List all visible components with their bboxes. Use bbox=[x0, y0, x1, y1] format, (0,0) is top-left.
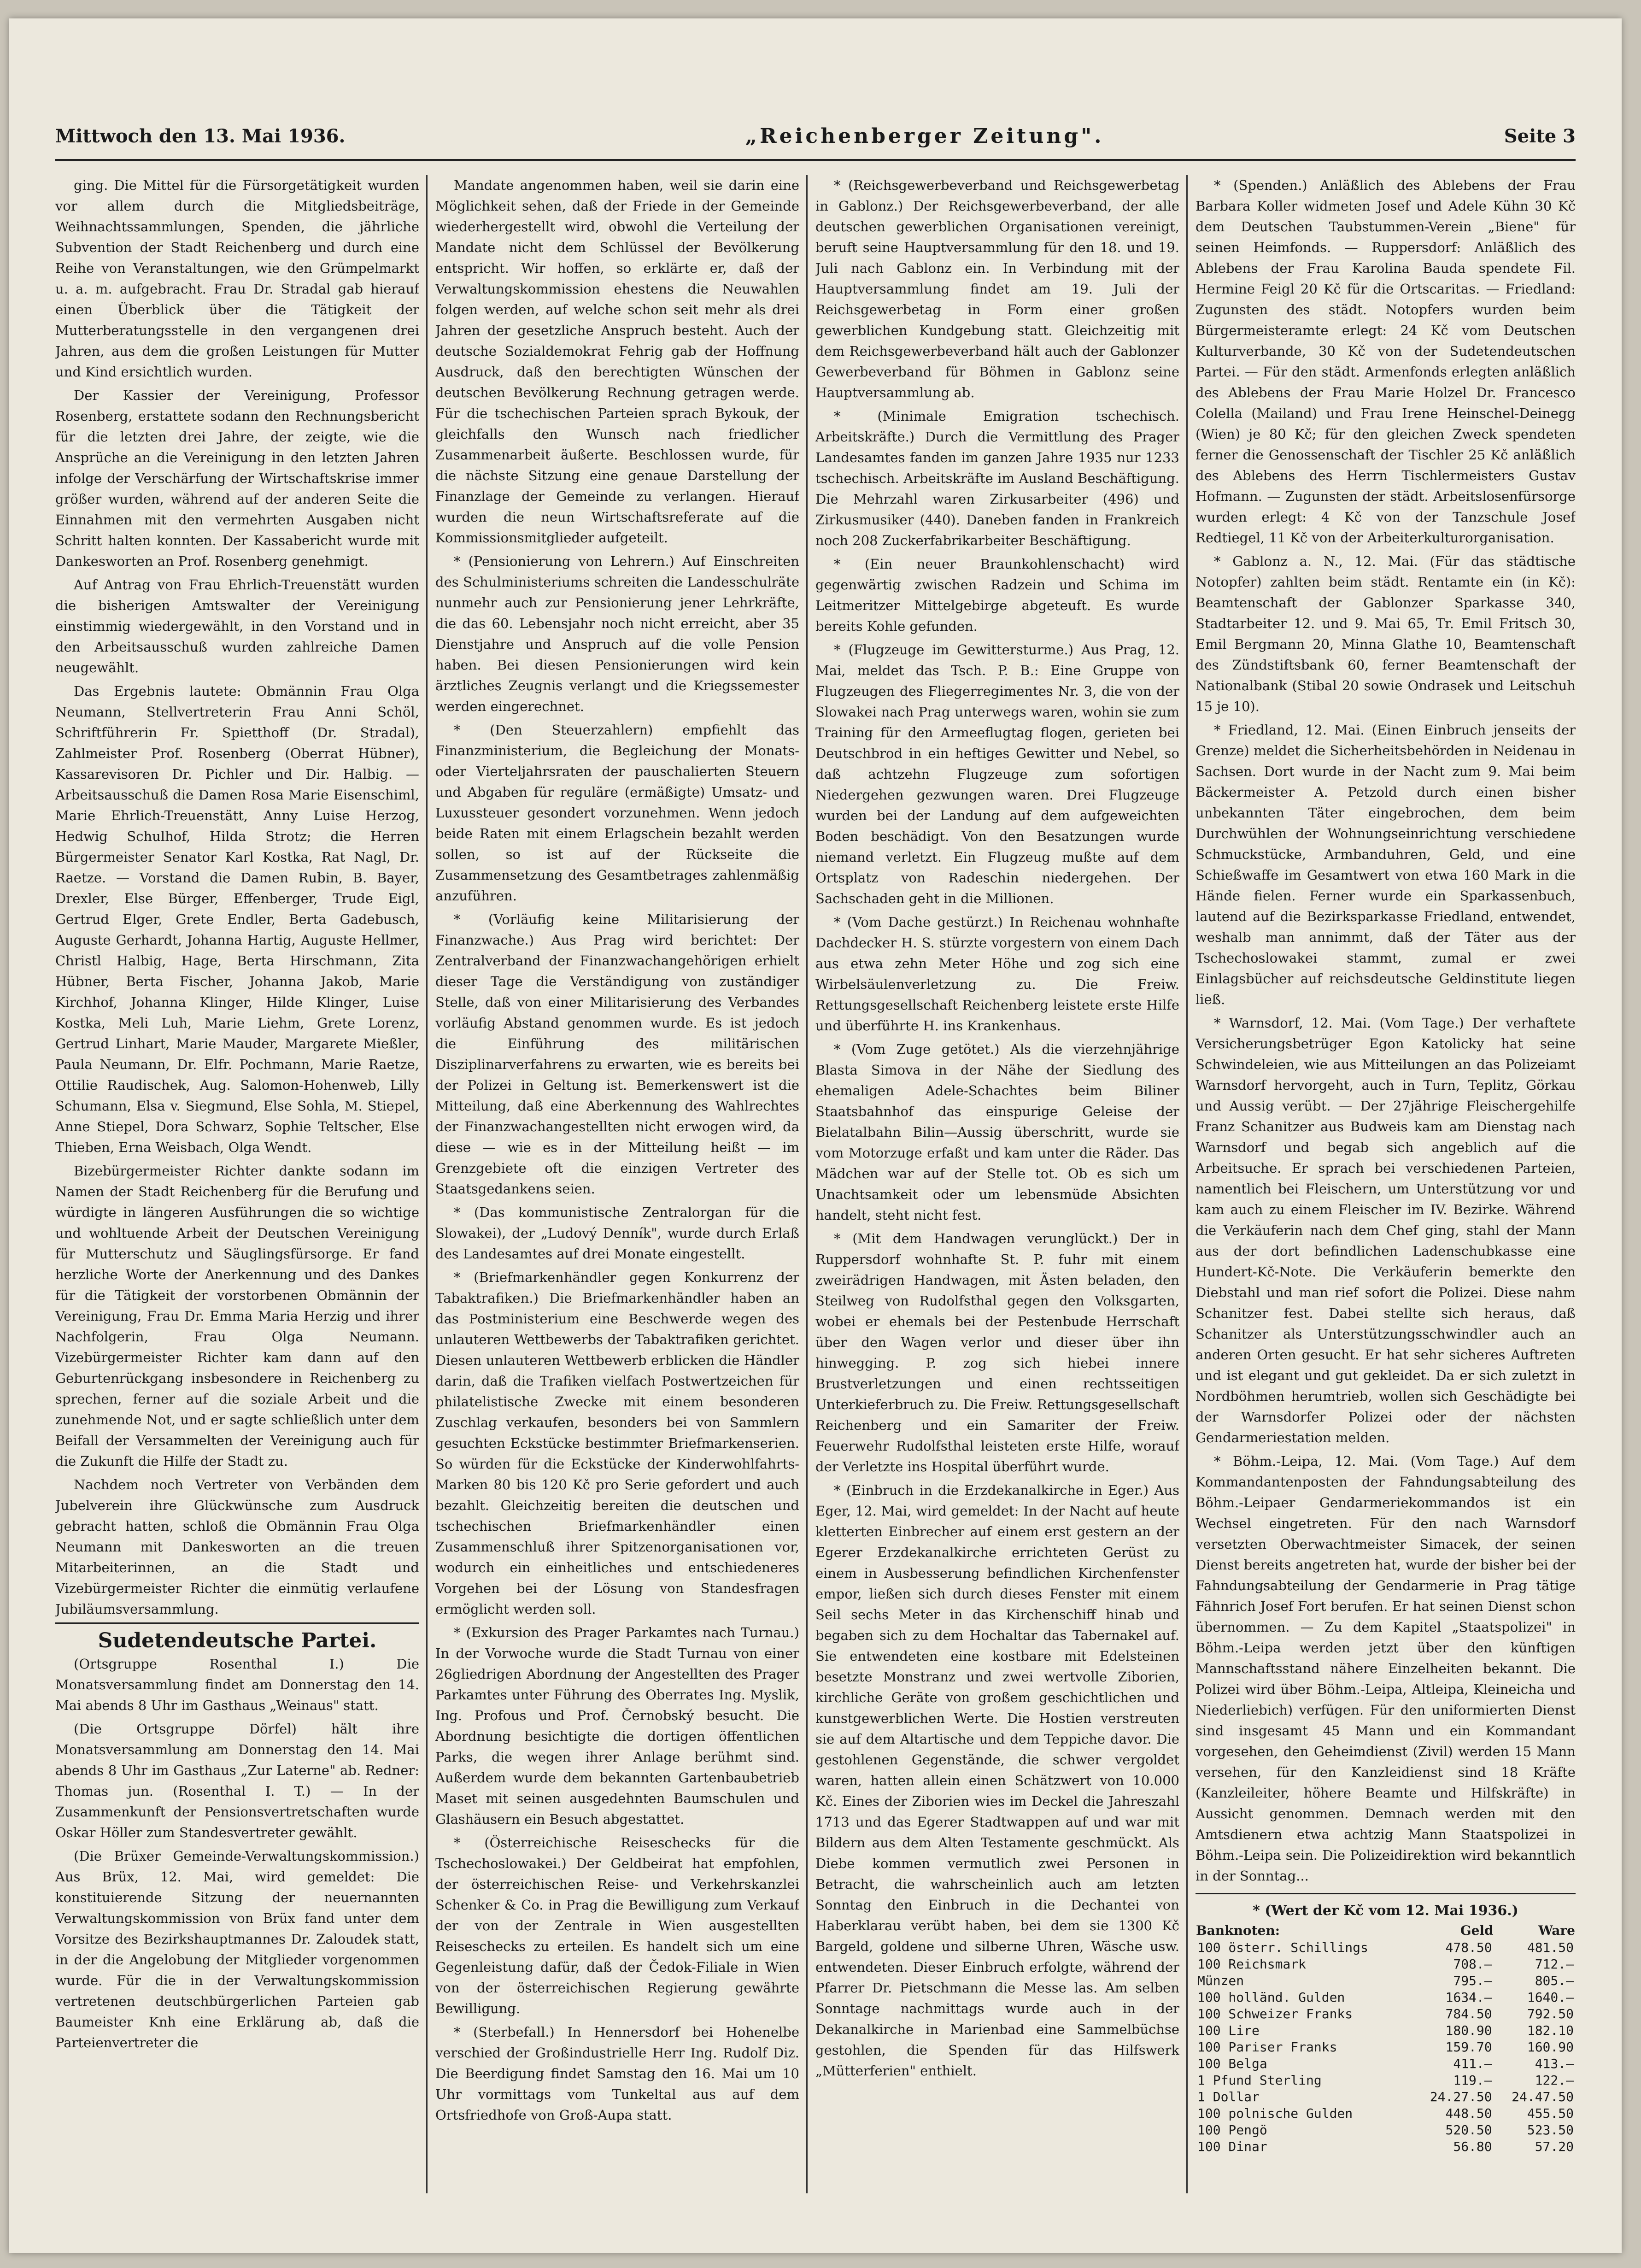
currency-name: 100 Schweizer Franks bbox=[1197, 2006, 1353, 2021]
column-header: Geld bbox=[1460, 1923, 1494, 1938]
article-paragraph: * (Vom Zuge getötet.) Als die vierzehnjährige Blasta Simova in der Nähe der Siedlung des ehemaligen Adele-Schachtes beim Biliner Staatsbahnhof das einspurige Geleise der Bielatalbahn Bilin—Aussig überschritt, wurde sie vom Motorzuge erfaßt und kam unter die Räder. Das Mädchen war auf der Stelle tot. Ob es sich um Unachtsamkeit oder um lebensmüde Absichten handelt, steht nicht fest. bbox=[815, 1041, 1179, 1223]
article-paragraph: * Friedland, 12. Mai. (Einen Einbruch jenseits der Grenze) meldet die Sicherheitsbehörden in Neidenau in Sachsen. Dort wurde in der Nacht zum 9. Mai beim Bäckermeister A. Petzold durch einen bisher unbekannten Täter eingebrochen, dem beim Durchwühlen der Wohnungseinrichtung verschiedene Schmuckstücke, Armbanduhren, Geld, und eine Schießwaffe im Gesamtwert von etwa 160 Mark in die Hände fielen. Ferner wurde ein Sparkassenbuch, lautend auf die Bezirksparkasse Friedland, entwendet, weshalb man annimmt, daß der Täter aus der Tschechoslowakei stammt, zumal er zwei Einlagsbücher auf reichsdeutsche Geldinstitute liegen ließ. bbox=[1196, 722, 1576, 1007]
currency-name: 100 Pariser Franks bbox=[1197, 2039, 1337, 2055]
page-header bbox=[55, 115, 1576, 157]
table-header-row bbox=[1196, 1922, 1576, 1939]
rate-geld: 119.— bbox=[1453, 2073, 1492, 2088]
header-date: Mittwoch den 13. Mai 1936. bbox=[55, 125, 346, 147]
article-paragraph: * (Den Steuerzahlern) empfiehlt das Finanzministerium, die Begleichung der Monats- oder Vierteljahrsraten der pauschalierten Steuern und Abgaben für reguläre (ermäßigte) Umsatz- und Luxussteuer gesondert vorzunehmen. Wenn jedoch beide Raten mit einem Erlagschein bezahlt werden sollen, so ist auf der Rückseite die Zusammensetzung des Gesamtbetrages zahlenmäßig anzuführen. bbox=[435, 722, 799, 904]
article-paragraph: Bizebürgermeister Richter dankte sodann im Namen der Stadt Reichenberg für die Berufung und würdigte in längeren Ausführungen die so wichtige und wohltuende Arbeit der Deutschen Vereinigung für Mutterschutz und Säuglingsfürsorge. Er fand herzliche Worte der Anerkennung und des Dankes für die Tätigkeit der vorstorbenen Obmännin der Vereinigung, Frau Dr. Emma Maria Herzig und ihrer Nachfolgerin, Frau Olga Neumann. Vizebürgermeister Richter kam dann auf den Geburtenrückgang insbesondere in Reichenberg zu sprechen, ferner auf die soziale Arbeit und die zunehmende Not, und er sagte schließlich unter dem Beifall der Versammelten der Vereinigung auch für die Zukunft die Hilfe der Stadt zu. bbox=[55, 1163, 419, 1469]
article-paragraph: * (Reichsgewerbeverband und Reichsgewerbetag in Gablonz.) Der Reichsgewerbeverband, der alle deutschen gewerblichen Organisationen vereinigt, beruft seine Hauptversammlung für den 18. und 19. Juli nach Gablonz ein. In Verbindung mit der Hauptversammlung findet am 19. Juli der Reichsgewerbetag in Form einer großen gewerblichen Kundgebung statt. Gleichzeitig mit dem Reichsgewerbeverband hält auch der Gablonzer Gewerbeverband für Böhmen in Gablonz seine Hauptversammlung ab. bbox=[815, 177, 1179, 400]
table-row bbox=[1196, 2022, 1576, 2039]
rate-geld: 708.— bbox=[1453, 1957, 1492, 1972]
rate-geld: 1634.— bbox=[1445, 1990, 1492, 2005]
page-number: Seite 3 bbox=[1504, 125, 1576, 147]
newspaper-page bbox=[9, 18, 1622, 2253]
article-paragraph: * Warnsdorf, 12. Mai. (Vom Tage.) Der verhaftete Versicherungsbetrüger Egon Katolicky hat seine Schwindeleien, wie aus Mitteilungen an das Polizeiamt Warnsdorf hervorgeht, auch in Turn, Teplitz, Görkau und Aussig verübt. — Der 27jährige Fleischergehilfe Franz Schanitzer aus Budweis kam am Dienstag nach Warnsdorf und begab sich angeblich auf die Arbeitsuche. Er sprach bei verschiedenen Parteien, namentlich bei Fleischern, um Unterstützung vor und kam auch zu einem Fleischer im IV. Bezirke. Während die Verkäuferin nach dem Chef ging, stahl der Mann aus der dort befindlichen Ladenschubkasse eine Hundert-Kč-Note. Die Verkäuferin bemerkte den Diebstahl und man rief sofort die Polizei. Diese nahm Schanitzer fest. Dabei stellte sich heraus, daß Schanitzer als Unterstützungsschwindler auch an anderen Orten gesucht. Er hat sehr sicheres Auftreten und ist elegant und gut gekleidet. Da er sich zuletzt in Nordböhmen herumtrieb, wollen sich Geschädigte bei der Warnsdorfer Polizei oder der nächsten Gendarmeriestation melden. bbox=[1196, 1015, 1576, 1445]
currency-name: 100 österr. Schillings bbox=[1197, 1940, 1368, 1955]
column-header: Banknoten: bbox=[1196, 1923, 1280, 1938]
table-row bbox=[1196, 2105, 1576, 2122]
article-paragraph: * (Vorläufig keine Militarisierung der Finanzwache.) Aus Prag wird berichtet: Der Zentralverband der Finanzwachangehörigen erhielt dieser Tage die Verständigung von zuständiger Stelle, daß von einer Militarisierung des Verbandes vorläufig Abstand genommen wurde. Es ist jedoch die Einführung des militärischen Disziplinarverfahrens zu erwarten, wie es bereits bei der Polizei in Geltung ist. Bemerkenswert ist die Mitteilung, daß eine Aberkennung des Wahlrechtes der Finanzwachangestellten nicht erwogen wird, da diese — wie es in der Mitteilung heißt — im Grenzgebiete oft die einzigen Vertreter des Staatsgedankens seien. bbox=[435, 911, 799, 1197]
article-paragraph: Der Kassier der Vereinigung, Professor Rosenberg, erstattete sodann den Rechnungsbericht für die letzten drei Jahre, der zeigte, wie die Ansprüche an die Vereinigung in den letzten Jahren infolge der Verschärfung der Wirtschaftskrise immer größer wurden, während auf der anderen Seite die Einnahmen mit den vermehrten Ausgaben nicht Schritt halten konnten. Der Kassabericht wurde mit Dankesworten an Prof. Rosenberg genehmigt. bbox=[55, 388, 419, 569]
currency-name: Münzen bbox=[1197, 1973, 1244, 1988]
article-paragraph: * (Exkursion des Prager Parkamtes nach Turnau.) In der Vorwoche wurde die Stadt Turnau von einer 26gliedrigen Abordnung der Angestellten des Prager Parkamtes unter Führung des Oberrates Ing. Myslik, Ing. Profous und Prof. Černobský besucht. Die Abordnung besichtigte die dortigen öffentlichen Parks, die wegen ihrer Anlage berühmt sind. Außerdem wurde dem bekannten Gartenbaubetrieb Maset mit seinen ausgedehnten Baumschulen und Glashäusern ein Besuch abgestattet. bbox=[435, 1625, 799, 1827]
article-paragraph: * (Mit dem Handwagen verunglückt.) Der in Ruppersdorf wohnhafte St. P. fuhr mit einem zweirädrigen Handwagen, mit Ästen beladen, den Steilweg von Rudolfsthal gegen den Volksgarten, wobei er ehemals bei der Pestenbude Herrschaft über den Wagen verlor und dieser über ihn hinwegging. P. zog sich hiebei innere Brustverletzungen und einen rechtsseitigen Unterkieferbruch zu. Die Freiw. Rettungsgesellschaft Reichenberg und ein Samariter der Freiw. Feuerwehr Rudolfsthal leisteten erste Hilfe, worauf der Verletzte ins Hospital überführt wurde. bbox=[815, 1231, 1179, 1475]
table-row bbox=[1196, 2122, 1576, 2139]
article-paragraph: * (Ein neuer Braunkohlenschacht) wird gegenwärtig zwischen Radzein und Schima im Leitmeritzer Mittelgebirge abgeteuft. Es wurde bereits Kohle gefunden. bbox=[815, 556, 1179, 634]
article-paragraph: Das Ergebnis lautete: Obmännin Frau Olga Neumann, Stellvertreterin Frau Anni Schöl, Schriftführerin Fr. Spietthoff (Dr. Stradal), Zahlmeister Prof. Rosenberg (Oberrat Hübner), Kassarevisoren Dr. Pichler und Dir. Halbig. — Arbeitsausschuß die Damen Rosa Marie Eisenschiml, Marie Ehrlich-Treuenstätt, Anny Luise Herzog, Hedwig Schulhof, Hilda Strotz; die Herren Bürgermeister Senator Karl Kostka, Rat Nagl, Dr. Raetze. — Vorstand die Damen Rubin, B. Bayer, Drexler, Else Bürger, Effenberger, Trude Eigl, Gertrud Elger, Grete Endler, Berta Gadebusch, Auguste Gerhardt, Johanna Hartig, Auguste Hellmer, Christl Halbig, Hage, Berta Hirschmann, Zita Hübner, Berta Fischer, Johanna Jakob, Marie Kirchhof, Johanna Klinger, Hilde Klinger, Luise Kostka, Meli Luh, Marie Liehm, Grete Lorenz, Gertrud Linhart, Marie Mauder, Margarete Mießler, Paula Neumann, Dr. Elfr. Pochmann, Marie Raetze, Ottilie Raudischek, Aug. Salomon-Hohenweb, Lilly Schumann, Elsa v. Siegmund, Else Sohla, M. Stiepel, Anne Stiepel, Dora Schwarz, Sophie Teltscher, Else Thieben, Erna Weisbach, Olga Wendt. bbox=[55, 683, 419, 1155]
column-header: Ware bbox=[1538, 1923, 1575, 1938]
article-paragraph: * (Pensionierung von Lehrern.) Auf Einschreiten des Schulministeriums schreiten die Landesschulräte nunmehr auch zur Pensionierung jener Lehrkräfte, die das 60. Lebensjahr noch nicht erreicht, aber 35 Dienstjahre und Anspruch auf die volle Pension haben. Bei diesen Pensionierungen wird kein ärztliches Zeugnis verlangt und die Kriegssemester werden eingerechnet. bbox=[435, 553, 799, 714]
currency-name: 100 Reichsmark bbox=[1197, 1957, 1307, 1972]
currency-name: 100 Pengö bbox=[1197, 2122, 1267, 2138]
rate-ware: 481.50 bbox=[1527, 1940, 1574, 1955]
table-row bbox=[1196, 2039, 1576, 2056]
rate-ware: 712.— bbox=[1535, 1957, 1574, 1972]
rate-ware: 455.50 bbox=[1527, 2106, 1574, 2121]
exchange-rates-box bbox=[1196, 1893, 1576, 2155]
table-row bbox=[1196, 2139, 1576, 2155]
rate-ware: 413.— bbox=[1535, 2056, 1574, 2071]
rate-geld: 180.90 bbox=[1445, 2023, 1492, 2038]
masthead-title: „Reichenberger Zeitung". bbox=[745, 124, 1104, 148]
column-3 bbox=[815, 175, 1179, 2193]
article-paragraph: Nachdem noch Vertreter von Verbänden dem Jubelverein ihre Glückwünsche zum Ausdruck gebracht hatten, schloß die Obmännin Frau Olga Neumann mit Dankesworten an die treuen Mitarbeiterinnen, an die Stadt und Vizebürgermeister Richter die einmütig verlaufene Jubiläumsversammlung. bbox=[55, 1477, 419, 1617]
column-divider bbox=[1186, 175, 1188, 2193]
rate-geld: 478.50 bbox=[1445, 1940, 1492, 1955]
article-paragraph: Auf Antrag von Frau Ehrlich-Treuenstätt wurden die bisherigen Amtswalter der Vereinigung einstimmig wiedergewählt, in den Vorstand und in den Arbeitsausschuß wurden zahlreiche Damen neugewählt. bbox=[55, 577, 419, 676]
table-row bbox=[1196, 1973, 1576, 1989]
rate-geld: 56.80 bbox=[1453, 2139, 1492, 2154]
currency-name: 100 Belga bbox=[1197, 2056, 1267, 2071]
article-paragraph: * (Briefmarkenhändler gegen Konkurrenz der Tabaktrafiken.) Die Briefmarkenhändler haben an das Postministerium eine Beschwerde wegen des unlauteren Wettbewerbs der Tabaktrafiken gerichtet. Diesen unlauteren Wettbewerb erblicken die Händler darin, daß die Trafiken vielfach Postwertzeichen für philatelistische Zwecke mit einem besonderen Zuschlag verkaufen, besonders bei von Sammlern gesuchten Eckstücke bestimmter Briefmarkenserien. So würden für die Eckstücke der Kinderwohlfahrts-Marken 80 bis 120 Kč pro Serie gefordert und auch bezahlt. Gleichzeitig bereiten die deutschen und tschechischen Briefmarkenhändler einen Zusammenschluß ihrer Spitzenorganisationen vor, wodurch ein einheitliches und entschiedeneres Vorgehen bei der Lösung von Standesfragen ermöglicht werden soll. bbox=[435, 1269, 799, 1617]
exchange-rates-table bbox=[1196, 1903, 1576, 2155]
table-row bbox=[1196, 2072, 1576, 2089]
article-paragraph: * (Vom Dache gestürzt.) In Reichenau wohnhafte Dachdecker H. S. stürzte vorgestern von einem Dach aus etwa zehn Meter Höhe und zog sich eine Wirbelsäulenverletzung zu. Die Freiw. Rettungsgesellschaft Reichenberg leistete erste Hilfe und überführte H. ins Krankenhaus. bbox=[815, 914, 1179, 1034]
rate-geld: 411.— bbox=[1453, 2056, 1492, 2071]
currency-name: 100 Lire bbox=[1197, 2023, 1260, 2038]
article-paragraph: * (Sterbefall.) In Hennersdorf bei Hohenelbe verschied der Großindustrielle Herr Ing. Rudolf Diz. Die Beerdigung findet Samstag den 16. Mai um 10 Uhr vormittags vom Tunkeltal aus auf dem Ortsfriedhofe von Groß-Aupa statt. bbox=[435, 2024, 799, 2123]
currency-name: 100 polnische Gulden bbox=[1197, 2106, 1353, 2121]
article-paragraph: (Ortsgruppe Rosenthal I.) Die Monatsversammlung findet am Donnerstag den 14. Mai abends 8 Uhr im Gasthaus „Weinaus" statt. bbox=[55, 1656, 419, 1713]
currency-name: 100 holländ. Gulden bbox=[1197, 1990, 1345, 2005]
table-row bbox=[1196, 1989, 1576, 2006]
article-paragraph: * Gablonz a. N., 12. Mai. (Für das städtische Notopfer) zahlten beim städt. Rentamte ein (in Kč): Beamtenschaft der Gablonzer Sparkasse 340, Stadtarbeiter 12. und 9. Mai 65, Tr. Emil Fritsch 30, Emil Bergmann 20, Minna Glathe 10, Beamtenschaft des Zündstiftsbank 60, ferner Beamtenschaft der Nationalbank (Stibal 20 sowie Ondrasek und Leitschuh 15 je 10). bbox=[1196, 553, 1576, 714]
article-paragraph: * Böhm.-Leipa, 12. Mai. (Vom Tage.) Auf dem Kommandantenposten der Fahndungsabteilung des Böhm.-Leipaer Gendarmeriekommandos ist ein Wechsel eingetreten. Für den nach Warnsdorf versetzten Oberwachtmeister Simacek, der seinen Dienst bereits angetreten hat, wurde der bisher bei der Fahndungsabteilung der Gendarmerie in Prag tätige Fähnrich Josef Fort berufen. Er hat seinen Dienst schon übernommen. — Zu dem Kapitel „Staatspolizei" in Böhm.-Leipa werden jetzt über den künftigen Mannschaftsstand nähere Einzelheiten bekannt. Die Polizei wird über Böhm.-Leipa, Altleipa, Kleineicha und Niederliebich) verfügen. Für den uniformierten Dienst sind insgesamt 45 Mann und ein Kommandant vorgesehen, den Geheimdienst (Zivil) werden 15 Mann versehen, für den Kanzleidienst sind 18 Kräfte (Kanzleileiter, höhere Beamte und Hilfskräfte) in Aussicht genommen. Demnach werden mit den Amtsdienern etwa achtzig Mann Staatspolizei in Böhm.-Leipa sein. Die Polizeidirektion wird bekanntlich in der Sonntag... bbox=[1196, 1453, 1576, 1884]
article-paragraph: * (Österreichische Reiseschecks für die Tschechoslowakei.) Der Geldbeirat hat empfohlen, der österreichischen Reise- und Verkehrskanzlei Schenker & Co. in Prag die Bewilligung zum Verkauf der von der Zentrale in Wien ausgestellten Reiseschecks zu erteilen. Es handelt sich um eine Gegenleistung dafür, daß der Čedok-Filiale in Wien von der österreichischen Regierung gewährte Bewilligung. bbox=[435, 1835, 799, 2016]
column-1 bbox=[55, 175, 419, 2193]
exchange-rates-title: * (Wert der Kč vom 12. Mai 1936.) bbox=[1253, 1903, 1518, 1919]
table-row bbox=[1196, 2056, 1576, 2072]
table-row bbox=[1196, 2089, 1576, 2105]
article-paragraph: (Die Ortsgruppe Dörfel) hält ihre Monatsversammlung am Donnerstag den 14. Mai abends 8 Uhr im Gasthaus „Zur Laterne" ab. Redner: Thomas jun. (Rosenthal I. T.) — In der Zusammenkunft der Pensionsvertretschaften wurde Oskar Höller zum Standesvertreter gewählt. bbox=[55, 1721, 419, 1840]
table-row bbox=[1196, 1956, 1576, 1973]
column-4 bbox=[1196, 175, 1576, 2193]
currency-name: 100 Dinar bbox=[1197, 2139, 1267, 2154]
rate-geld: 159.70 bbox=[1445, 2039, 1492, 2055]
rate-ware: 182.10 bbox=[1527, 2023, 1574, 2038]
article-paragraph: * (Spenden.) Anläßlich des Ablebens der Frau Barbara Koller widmeten Josef und Adele Kühn 30 Kč dem Deutschen Taubstummen-Verein „Biene" für seinen Heimfonds. — Ruppersdorf: Anläßlich des Ablebens der Frau Karolina Bauda spendete Fil. Hermine Feigl 20 Kč für die Ortscaritas. — Friedland: Zugunsten des städt. Notopfers wurden beim Bürgermeisteramte erlegt: 24 Kč vom Deutschen Kulturverbande, 30 Kč von der Sudetendeutschen Partei. — Für den städt. Armenfonds erlegten anläßlich des Ablebens der Frau Marie Holzel Dr. Francesco Colella (Mailand) und Frau Irene Heinschel-Deinegg (Wien) je 80 Kč; für den gleichen Zweck spendeten ferner die Genossenschaft der Tischler 25 Kč anläßlich des Ablebens des Herrn Tischlermeisters Gustav Hofmann. — Zugunsten der städt. Arbeitslosenfürsorge wurden erlegt: 4 Kč von der Tanzschule Josef Redtiegel, 11 Kč von der Arbeiterkulturorganisation. bbox=[1196, 177, 1576, 546]
rate-ware: 792.50 bbox=[1527, 2006, 1574, 2021]
exchange-rates-body bbox=[1196, 1939, 1576, 2155]
column-divider bbox=[426, 175, 428, 2193]
article-paragraph: (Die Brüxer Gemeinde-Verwaltungskommission.) Aus Brüx, 12. Mai, wird gemeldet: Die konstituierende Sitzung der neuernannten Verwaltungskommission von Brüx fand unter dem Vorsitze des Bezirkshauptmannes Dr. Zaloudek statt, in der die Angelobung der Mitglieder vorgenommen wurde. Für die in der Verwaltungskommission vertretenen deutschbürgerlichen Parteien gab Baumeister Knh eine Erklärung ab, daß die Parteienvertreter die bbox=[55, 1848, 419, 2051]
rate-ware: 805.— bbox=[1535, 1973, 1574, 1988]
rate-ware: 57.20 bbox=[1535, 2139, 1574, 2154]
rate-geld: 795.— bbox=[1453, 1973, 1492, 1988]
rate-geld: 520.50 bbox=[1445, 2122, 1492, 2138]
rate-geld: 784.50 bbox=[1445, 2006, 1492, 2021]
header-rule bbox=[55, 159, 1576, 161]
rate-ware: 122.— bbox=[1535, 2073, 1574, 2088]
rate-geld: 448.50 bbox=[1445, 2106, 1492, 2121]
rate-ware: 1640.— bbox=[1527, 1990, 1574, 2005]
article-paragraph: Mandate angenommen haben, weil sie darin eine Möglichkeit sehen, daß der Friede in der Gemeinde wiederhergestellt wird, obwohl die Verteilung der Mandate nicht dem Schlüssel der Bevölkerung entspricht. Wir hoffen, so erklärte er, daß der Verwaltungskommission ehestens die Neuwahlen folgen werden, auf welche schon seit mehr als drei Jahren der gesetzliche Anspruch besteht. Auch der deutsche Sozialdemokrat Fehrig gab der Hoffnung Ausdruck, daß den berechtigten Wünschen der deutschen Bevölkerung Rechnung getragen werde. Für die tschechischen Parteien sprach Bykouk, der gleichfalls den Wunsch nach friedlicher Zusammenarbeit äußerte. Beschlossen wurde, für die nächste Sitzung eine genaue Darstellung der Finanzlage der Gemeinde zu verlangen. Hierauf wurden die neun Wirtschaftsreferate auf die Kommissionsmitglieder aufgeteilt. bbox=[435, 177, 799, 546]
currency-name: 1 Pfund Sterling bbox=[1197, 2073, 1322, 2088]
article-paragraph: * (Minimale Emigration tschechisch. Arbeitskräfte.) Durch die Vermittlung des Prager Landesamtes fanden im ganzen Jahre 1935 nur 1233 tschechisch. Arbeitskräfte im Ausland Beschäftigung. Die Mehrzahl waren Zirkusarbeiter (496) und Zirkusmusiker (440). Daneben fanden in Frankreich noch 208 Zuckerfabrikarbeiter Beschäftigung. bbox=[815, 408, 1179, 548]
article-paragraph: * (Flugzeuge im Gewittersturme.) Aus Prag, 12. Mai, meldet das Tsch. P. B.: Eine Gruppe von Flugzeugen des Fliegerregimentes Nr. 3, die von der Slowakei nach Prag unterwegs waren, wohin sie zum Training für den Armeeflugtag flogen, gerieten bei Deutschbrod in ein heftiges Gewitter und Nebel, so daß achtzehn Flugzeuge zum sofortigen Niedergehen gezwungen waren. Drei Flugzeuge wurden bei der Landung auf dem aufgeweichten Boden beschädigt. Von den Besatzungen wurde niemand verletzt. Ein Flugzeug mußte auf dem Ortsplatz von Radeschin niedergehen. Der Sachschaden geht in die Millionen. bbox=[815, 642, 1179, 906]
column-2 bbox=[435, 175, 799, 2193]
table-row bbox=[1196, 2006, 1576, 2022]
rate-geld: 24.27.50 bbox=[1430, 2089, 1492, 2104]
currency-name: 1 Dollar bbox=[1197, 2089, 1260, 2104]
rate-ware: 160.90 bbox=[1527, 2039, 1574, 2055]
article-paragraph: ging. Die Mittel für die Fürsorgetätigkeit wurden vor allem durch die Mitgliedsbeiträge, Weihnachtssammlungen, Spenden, die jährliche Subvention der Stadt Reichenberg und durch eine Reihe von Veranstaltungen, wie den Grümpelmarkt u. a. m. aufgebracht. Frau Dr. Stradal gab hierauf einen Überblick über die Tätigkeit der Mutterberatungsstelle in den vergangenen drei Jahren, aus dem die großen Leistungen für Mutter und Kind ersichtlich wurden. bbox=[55, 177, 419, 380]
article-paragraph: * (Einbruch in die Erzdekanalkirche in Eger.) Aus Eger, 12. Mai, wird gemeldet: In der Nacht auf heute kletterten Einbrecher auf einem erst gestern an der Egerer Erzdekanalkirche errichteten Gerüst zu einem in Ausbesserung befindlichen Kirchenfenster empor, ließen sich durch dieses Fenster mit einem Seil sechs Meter in das Kirchenschiff hinab und begaben sich zu dem Hochaltar das Tabernakel auf. Sie entwendeten eine kostbare mit Edelsteinen besetzte Monstranz und zwei wertvolle Ziborien, kirchliche Geräte von großem geschichtlichen und kunstgewerblichen Werte. Die Hostien verstreuten sie auf dem Altartische und dem Teppiche davor. Die gestohlenen Gegenstände, die schwer vergoldet waren, hatten allein einen Schätzwert von 10.000 Kč. Eines der Ziborien wies im Deckel die Jahreszahl 1713 und das Egerer Stadtwappen auf und war mit Bildern aus dem Alten Testamente geschmückt. Als Diebe kommen vermutlich zwei Personen in Betracht, die wahrscheinlich auch am letzten Sonntag den Einbruch in die Dechantei von Haberklarau verübt haben, bei dem sie 1300 Kč Bargeld, goldene und silberne Uhren, Wäsche usw. entwendeten. Dieser Einbruch erfolgte, während der Pfarrer Dr. Pietschmann die Messe las. Am selben Sonntage nachmittags wurde auch in der Dekanalkirche in Marienbad eine Sammelbüchse gestohlen, die Spenden für das Hilfswerk „Mütterferien" enthielt. bbox=[815, 1482, 1179, 2079]
table-row bbox=[1196, 1939, 1576, 1956]
article-paragraph: * (Das kommunistische Zentralorgan für die Slowakei), der „Ludový Denník", wurde durch Erlaß des Landesamtes auf drei Monate eingestellt. bbox=[435, 1205, 799, 1262]
column-divider bbox=[806, 175, 808, 2193]
section-heading-party: Sudetendeutsche Partei. bbox=[55, 1622, 419, 1651]
rate-ware: 523.50 bbox=[1527, 2122, 1574, 2138]
rate-ware: 24.47.50 bbox=[1512, 2089, 1574, 2104]
